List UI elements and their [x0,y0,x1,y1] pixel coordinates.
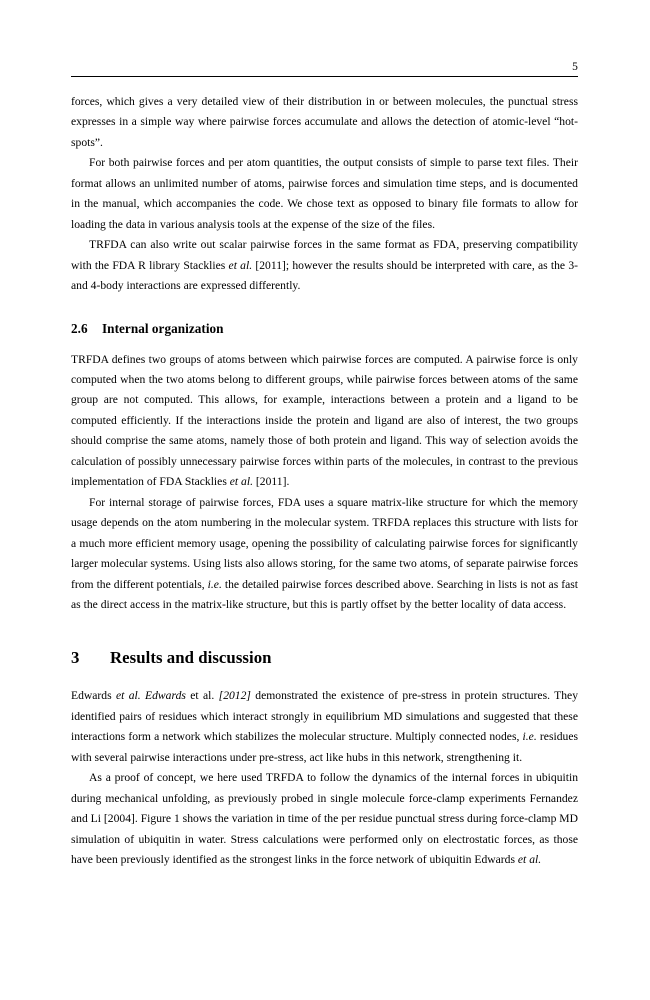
citation-year-2012: [2012] [218,689,251,703]
paragraph-text-part-2: et al. [185,689,219,703]
running-header [71,58,578,77]
page-content [71,92,578,871]
paragraph-text: For both pairwise forces and per atom quantities, the output consists of simple to parse text files. Their format allows an unlimited number of atoms, pairwise forces and simulation time steps, and is documented in the manual, which accompanies the code. We chose text as opposed to binary file formats to allow for loading the data in various analysis tools at the expense of the size of the files. [71,156,578,231]
header-rule [71,76,578,77]
paragraph-output-formats [71,153,578,235]
paragraph-proof-of-concept [71,768,578,870]
subsection-heading-internal-organization [71,319,578,339]
spacer-before-subsection [71,297,578,319]
section-title: Results and discussion [110,648,272,668]
page-number: 5 [572,61,578,73]
paragraph-text-part-1: As a proof of concept, we here used TRFDA to follow the dynamics of the internal forces in ubiquitin during mechanical unfolding, as previously probed in single molecule force-clamp experiments Fernandez and Li [2004]. Figure 1 shows the variation in time of the per residue punctual stress during force-clamp MD simulation of ubiquitin in water. Stress calculations were performed only on electrostatic forces, as those have been previously identified as the strongest links in the force network of ubiquitin Edwards [71,771,578,867]
spacer-after-section [71,670,578,686]
paragraph-edwards-prestress [71,686,578,768]
citation-et-al: et al. [517,853,542,867]
spacer-before-section [71,615,578,646]
header-row [71,58,578,75]
emphasis-ie: i.e. [522,730,537,744]
subsection-title: Internal organization [102,320,224,336]
paragraph-continuation [71,92,578,153]
section-number: 3 [71,648,80,668]
paragraph-text-part-1: For internal storage of pairwise forces, FDA uses a square matrix-like structure for which the memory usage depends on the atom numbering in the molecular system. TRFDA replaces this structure with lists for a much more efficient memory usage, opening the possibility of calculating pairwise forces for significantly larger molecular systems. Using lists also allows storing, for the same two atoms, of separate pairwise forces from the different potentials, [71,495,578,591]
paragraph-text-part-1: TRFDA defines two groups of atoms between which pairwise forces are computed. A pairwise force is only computed when the two atoms belong to different groups, while pairwise forces between atoms of the same group are not computed. This allows, for example, interactions between a protein and a ligand to be computed efficiently. If the interactions inside the protein and ligand are also of interest, the two groups should comprise the same atoms, namely those of both protein and ligand. This way of selection avoids the calculation of possibly unnecessary pairwise forces within parts of the molecules, in contrast to the previous implementation of FDA Stacklies [71,352,578,489]
paragraph-text-part-2: the detailed pairwise forces described above. Searching in lists is not as fast as the direct access in the matrix-like structure, but this is partly offset by the better locality of data access. [71,577,578,611]
paragraph-text-part-1: TRFDA can also write out scalar pairwise forces in the same format as FDA, preserving compatibility with the FDA R library Stacklies [71,238,578,272]
emphasis-ie: i.e. [207,577,222,591]
document-page [71,0,578,1000]
paragraph-text-part-2: [2011]. [253,475,290,489]
paragraph-text-part-4: residues with several pairwise interactions under pre-stress, act like hubs in this network, strengthening it. [71,730,578,764]
paragraph-internal-storage [71,493,578,616]
paragraph-text: forces, which gives a very detailed view of their distribution in or between molecules, the punctual stress expresses in a simple way where pairwise forces accumulate and allows the detection of atomic-level “hot-spots”. [71,95,578,149]
paragraph-atom-groups [71,350,578,493]
subsection-number: 2.6 [71,320,88,336]
spacer-after-subsection [71,339,578,350]
citation-et-al: et al. [228,258,253,272]
paragraph-trfda-scalar-forces [71,235,578,296]
citation-et-al-edwards: et al. Edwards [116,689,186,703]
paragraph-text-part-1: Edwards [71,689,116,703]
paragraph-text-part-3: demonstrated the existence of pre-stress in protein structures. They identified pairs of residues which interact strongly in equilibrium MD simulations and suggested that these interactions form a network which stabilizes the molecular structure. Multiply connected nodes, [71,689,579,744]
citation-et-al: et al. [229,475,253,489]
section-heading-results-and-discussion [71,646,578,670]
paragraph-text-part-2: [2011]; however the results should be interpreted with care, as the 3- and 4-body interactions are expressed differently. [71,258,579,293]
